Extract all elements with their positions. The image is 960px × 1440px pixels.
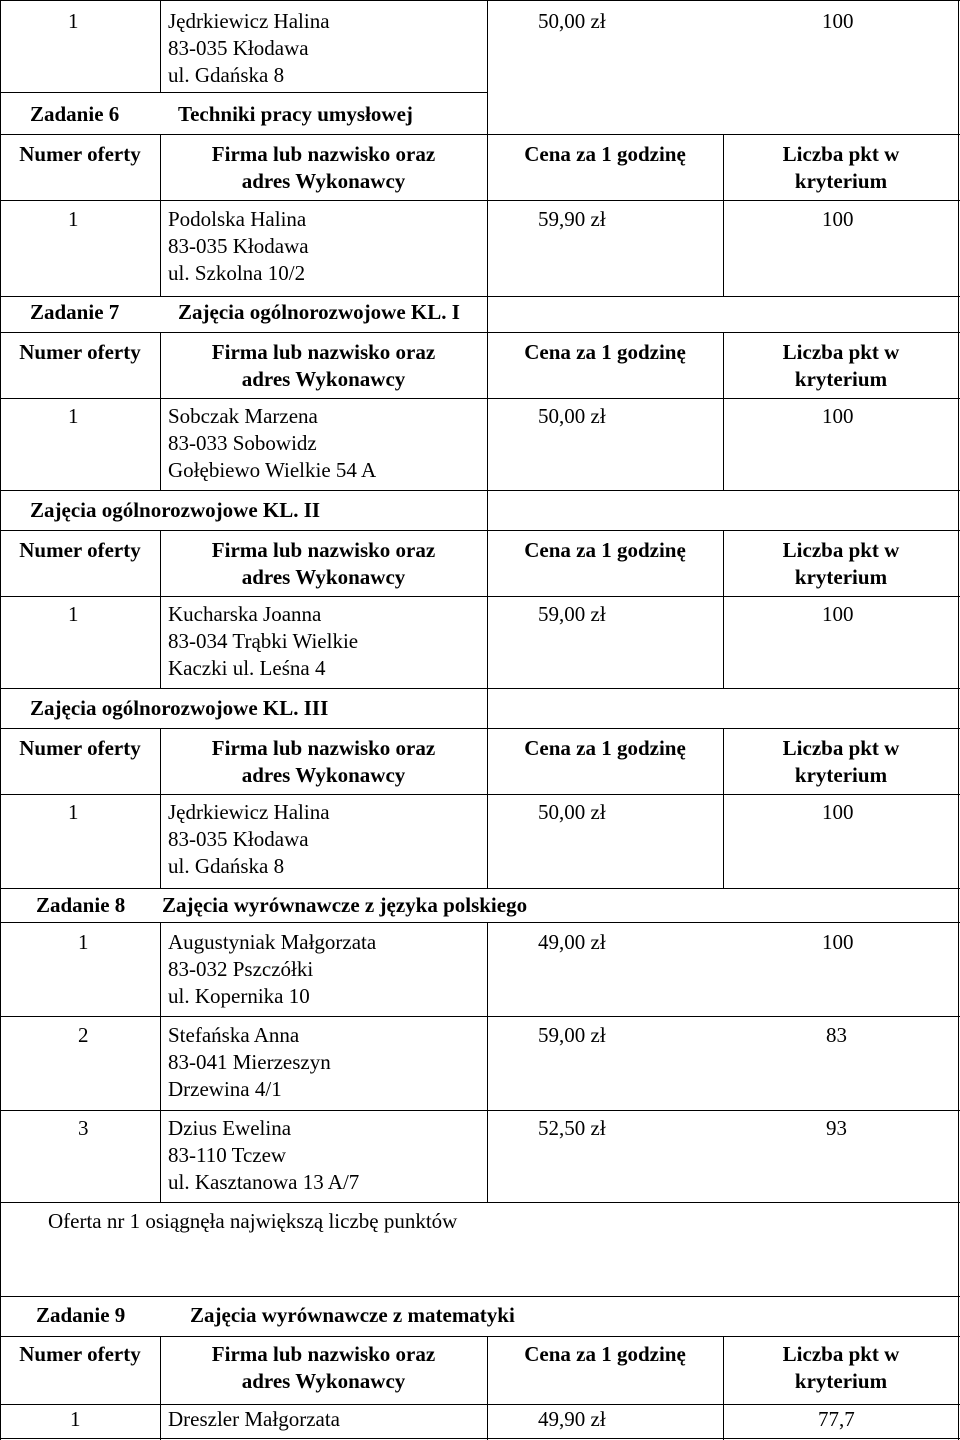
task-label: Zadanie 9 xyxy=(36,1303,126,1327)
row-line xyxy=(0,1404,960,1405)
row-line xyxy=(0,296,960,297)
points: 100 xyxy=(822,404,854,428)
offer-number: 3 xyxy=(78,1116,89,1140)
task-label: Zadanie 7 xyxy=(30,300,120,324)
contractor-name: Sobczak Marzena xyxy=(168,404,318,428)
task-title: Techniki pracy umysłowej xyxy=(178,102,413,126)
contractor-name: Podolska Halina xyxy=(168,207,307,231)
points: 100 xyxy=(822,800,854,824)
header-points: kryterium xyxy=(794,367,888,391)
row-line xyxy=(0,332,960,333)
hourly-price: 49,00 zł xyxy=(538,930,606,954)
task-title: Zajęcia wyrównawcze z języka polskiego xyxy=(162,893,528,917)
hourly-price: 59,00 zł xyxy=(538,602,606,626)
contractor-name: Dreszler Małgorzata xyxy=(168,1407,340,1431)
offer-number: 1 xyxy=(68,9,79,33)
contractor-postal: 83-110 Tczew xyxy=(168,1143,287,1167)
points: 100 xyxy=(822,9,854,33)
points: 83 xyxy=(826,1023,847,1047)
header-contractor: Firma lub nazwisko oraz xyxy=(211,142,436,166)
contractor-street: ul. Szkolna 10/2 xyxy=(168,261,306,285)
contractor-postal: 83-035 Kłodawa xyxy=(168,827,309,851)
contractor-street: ul. Kasztanowa 13 A/7 xyxy=(168,1170,360,1194)
header-points: Liczba pkt w xyxy=(782,736,900,760)
contractor-name: Kucharska Joanna xyxy=(168,602,322,626)
header-price: Cena za 1 godzinę xyxy=(524,1342,686,1366)
border-right xyxy=(958,0,959,1440)
contractor-postal: 83-035 Kłodawa xyxy=(168,234,309,258)
offer-number: 1 xyxy=(78,930,89,954)
header-offer-number: Numer oferty xyxy=(19,142,141,166)
hourly-price: 50,00 zł xyxy=(538,404,606,428)
header-contractor: Firma lub nazwisko oraz xyxy=(211,736,436,760)
header-contractor: adres Wykonawcy xyxy=(241,763,406,787)
offer-number: 1 xyxy=(68,800,79,824)
col-line-1 xyxy=(160,0,161,92)
offer-number: 1 xyxy=(70,1407,81,1431)
contractor-postal: 83-034 Trąbki Wielkie xyxy=(168,629,359,653)
offer-number: 1 xyxy=(68,602,79,626)
row-line xyxy=(0,922,960,923)
contractor-postal: 83-033 Sobowidz xyxy=(168,431,317,455)
header-price: Cena za 1 godzinę xyxy=(524,736,686,760)
header-contractor: adres Wykonawcy xyxy=(241,169,406,193)
row-line xyxy=(0,398,960,399)
row-line xyxy=(0,0,960,1)
header-contractor: adres Wykonawcy xyxy=(241,1369,406,1393)
col-line-1f xyxy=(160,922,161,1202)
border-left xyxy=(0,0,1,1440)
contractor-name: Stefańska Anna xyxy=(168,1023,300,1047)
header-price: Cena za 1 godzinę xyxy=(524,142,686,166)
task-title: Zajęcia ogólnorozwojowe KL. I xyxy=(178,300,460,324)
contractor-postal: 83-041 Mierzeszyn xyxy=(168,1050,331,1074)
row-line xyxy=(0,530,960,531)
task-label: Zadanie 6 xyxy=(30,102,120,126)
contractor-postal: 83-035 Kłodawa xyxy=(168,36,309,60)
row-line xyxy=(0,688,960,689)
contractor-name: Jędrkiewicz Halina xyxy=(168,800,330,824)
points: 100 xyxy=(822,930,854,954)
offer-number: 1 xyxy=(68,207,79,231)
header-contractor: adres Wykonawcy xyxy=(241,367,406,391)
header-offer-number: Numer oferty xyxy=(19,1342,141,1366)
header-points: Liczba pkt w xyxy=(782,1342,900,1366)
header-offer-number: Numer oferty xyxy=(19,538,141,562)
task-label: Zadanie 8 xyxy=(36,893,126,917)
hourly-price: 49,90 zł xyxy=(538,1407,606,1431)
hourly-price: 59,00 zł xyxy=(538,1023,606,1047)
offer-number: 2 xyxy=(78,1023,89,1047)
contractor-street: ul. Gdańska 8 xyxy=(168,854,285,878)
points: 100 xyxy=(822,207,854,231)
header-points: kryterium xyxy=(794,169,888,193)
row-line xyxy=(0,490,960,491)
row-line xyxy=(0,728,960,729)
header-points: Liczba pkt w xyxy=(782,538,900,562)
hourly-price: 52,50 zł xyxy=(538,1116,606,1140)
header-points: kryterium xyxy=(794,565,888,589)
row-line xyxy=(0,92,488,93)
header-points: kryterium xyxy=(794,763,888,787)
contractor-street: Kaczki ul. Leśna 4 xyxy=(168,656,326,680)
task-title: Zajęcia ogólnorozwojowe KL. III xyxy=(30,696,329,720)
header-price: Cena za 1 godzinę xyxy=(524,340,686,364)
contractor-street: ul. Gdańska 8 xyxy=(168,63,285,87)
header-points: Liczba pkt w xyxy=(782,142,900,166)
row-line xyxy=(0,596,960,597)
offer-number: 1 xyxy=(68,404,79,428)
row-line xyxy=(0,888,960,889)
header-offer-number: Numer oferty xyxy=(19,340,141,364)
header-points: Liczba pkt w xyxy=(782,340,900,364)
task-title: Zajęcia wyrównawcze z matematyki xyxy=(190,1303,515,1327)
hourly-price: 59,90 zł xyxy=(538,207,606,231)
header-price: Cena za 1 godzinę xyxy=(524,538,686,562)
hourly-price: 50,00 zł xyxy=(538,9,606,33)
points: 100 xyxy=(822,602,854,626)
task-title: Zajęcia ogólnorozwojowe KL. II xyxy=(30,498,321,522)
header-contractor: adres Wykonawcy xyxy=(241,565,406,589)
row-line xyxy=(0,134,960,135)
row-line xyxy=(0,200,960,201)
contractor-street: Gołębiewo Wielkie 54 A xyxy=(168,458,377,482)
contractor-street: Drzewina 4/1 xyxy=(168,1077,282,1101)
contractor-name: Jędrkiewicz Halina xyxy=(168,9,330,33)
row-line xyxy=(0,1202,960,1203)
points: 93 xyxy=(826,1116,847,1140)
col-line-2b xyxy=(487,922,488,1202)
row-line xyxy=(0,1336,960,1337)
contractor-name: Dzius Ewelina xyxy=(168,1116,292,1140)
header-points: kryterium xyxy=(794,1369,888,1393)
hourly-price: 50,00 zł xyxy=(538,800,606,824)
header-contractor: Firma lub nazwisko oraz xyxy=(211,538,436,562)
header-offer-number: Numer oferty xyxy=(19,736,141,760)
result-note: Oferta nr 1 osiągnęła największą liczbę punktów xyxy=(48,1209,458,1233)
row-line xyxy=(0,1016,960,1017)
contractor-name: Augustyniak Małgorzata xyxy=(168,930,377,954)
row-line xyxy=(0,1296,960,1297)
contractor-street: ul. Kopernika 10 xyxy=(168,984,310,1008)
row-line xyxy=(0,1438,960,1439)
row-line xyxy=(0,794,960,795)
points: 77,7 xyxy=(818,1407,855,1431)
header-contractor: Firma lub nazwisko oraz xyxy=(211,340,436,364)
header-contractor: Firma lub nazwisko oraz xyxy=(211,1342,436,1366)
contractor-postal: 83-032 Pszczółki xyxy=(168,957,314,981)
row-line xyxy=(0,1110,960,1111)
